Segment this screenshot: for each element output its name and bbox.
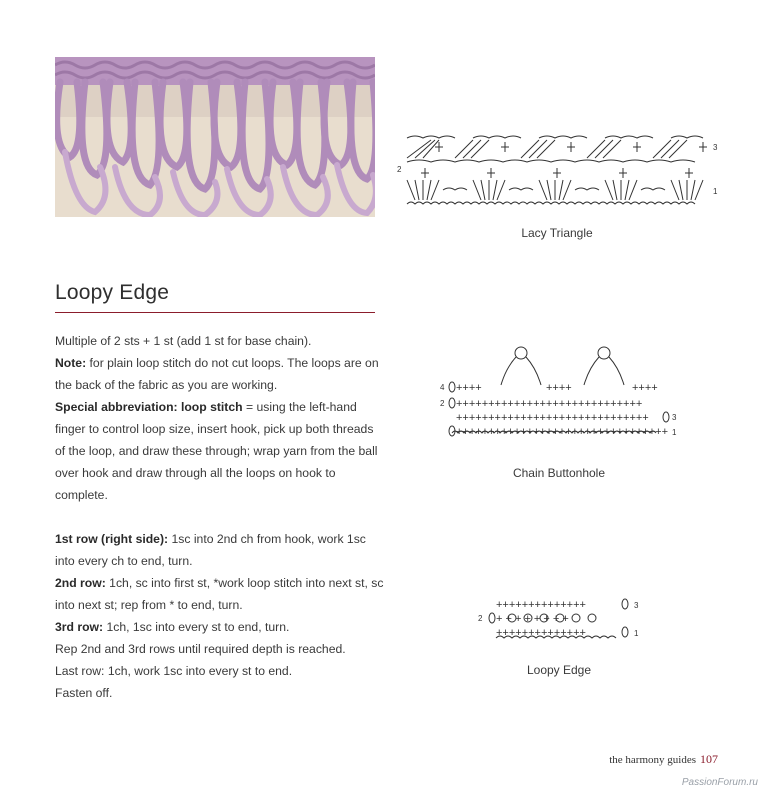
svg-text:++++++++++++++: ++++++++++++++: [496, 627, 586, 639]
repeat-line: Rep 2nd and 3rd rows until required depth is reached.: [55, 642, 346, 656]
svg-text:+ + + + + + + +: + + + + + + + +: [496, 613, 569, 625]
row3-text: 1ch, 1sc into every st to end, turn.: [103, 620, 290, 634]
svg-text:++++++++++++++++++++++++++++++: ++++++++++++++++++++++++++++++: [456, 412, 649, 424]
buttonhole-row-3: 3: [672, 413, 677, 422]
loopy-row-1: 1: [634, 629, 639, 638]
watermark: PassionForum.ru: [681, 777, 758, 788]
lacy-row-2: 2: [397, 165, 402, 174]
lacy-row-3: 3: [713, 143, 718, 152]
loopy-row-2: 2: [478, 614, 483, 623]
chain-buttonhole-stitches: [456, 382, 668, 438]
svg-text:++++: ++++: [546, 382, 572, 394]
multiple-line: Multiple of 2 sts + 1 st (add 1 st for base chain).: [55, 334, 312, 348]
row2-label: 2nd row:: [55, 576, 106, 590]
row1-text: 1sc into 2nd ch from hook, work 1sc into every ch to end, turn.: [55, 532, 366, 568]
svg-text:++++++++++++++++++++++++++++++: +++++++++++++++++++++++++++++++++: [456, 426, 668, 438]
buttonhole-row-1: 1: [672, 428, 677, 437]
abbrev-label: Special abbreviation: loop stitch: [55, 400, 243, 414]
page-number: 107: [700, 752, 718, 766]
note-text: for plain loop stitch do not cut loops. The loops are on the back of the fabric as you are working.: [55, 356, 379, 392]
buttonhole-row-4: 4: [440, 383, 445, 392]
buttonhole-row-2: 2: [440, 399, 445, 408]
svg-text:++++: ++++: [632, 382, 658, 394]
guide-name: the harmony guides: [609, 754, 696, 766]
row3-paragraph: [55, 616, 385, 638]
fasten-off-line: Fasten off.: [55, 686, 113, 700]
instructions: [55, 330, 385, 704]
last-row-line: Last row: 1ch, work 1sc into every st to end.: [55, 664, 293, 678]
svg-text:++++++++++++++: ++++++++++++++: [496, 599, 586, 611]
chain-buttonhole-diagram: [436, 343, 686, 443]
row2-text: 1ch, sc into first st, *work loop stitch into next st, sc into next st; rep from * to end, turn.: [55, 576, 384, 612]
lacy-row-1: 1: [713, 187, 718, 196]
svg-text:+++++++++++++++++++++++++++++: +++++++++++++++++++++++++++++: [456, 398, 643, 410]
chain-buttonhole-caption: Chain Buttonhole: [512, 466, 606, 480]
loopy-row-3: 3: [634, 601, 639, 610]
page-footer: [609, 752, 718, 767]
loopy-edge-diagram: [476, 596, 646, 642]
title-rule: [55, 312, 375, 313]
note-label: Note:: [55, 356, 87, 370]
row2-paragraph: [55, 572, 385, 616]
loopy-edge-caption: Loopy Edge: [526, 663, 592, 677]
row3-label: 3rd row:: [55, 620, 104, 634]
abbrev-paragraph: [55, 396, 385, 506]
abbrev-text: = using the left-hand finger to control loop size, insert hook, pick up both threads of the loop, and draw these through; wrap yarn from the ball over hook and draw through all the loops on hook to complete.: [55, 400, 378, 502]
svg-text:++++: ++++: [456, 382, 482, 394]
note-paragraph: [55, 352, 385, 396]
lacy-triangle-caption: Lacy Triangle: [521, 226, 593, 240]
loopy-edge-photo: [55, 57, 375, 217]
row1-paragraph: [55, 528, 385, 572]
row1-label: 1st row (right side):: [55, 532, 169, 546]
section-title: Loopy Edge: [55, 281, 170, 304]
lacy-triangle-diagram: [395, 128, 725, 213]
